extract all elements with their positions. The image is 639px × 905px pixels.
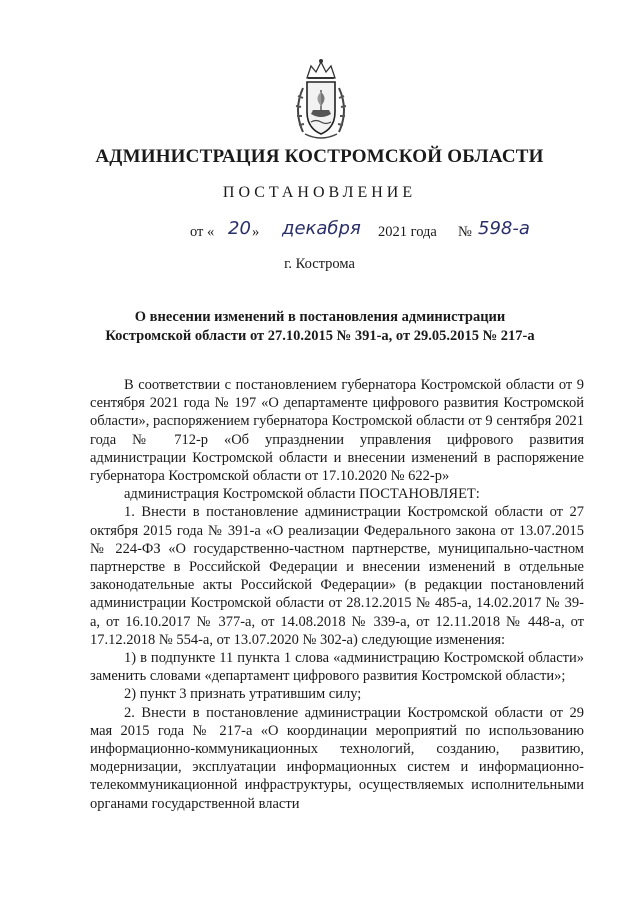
subject-line-1: О внесении изменений в постановления администрации: [134, 309, 506, 325]
document-type-title: ПОСТАНОВЛЕНИЕ: [222, 184, 417, 201]
document-subject: [60, 308, 580, 346]
item-1-2-paragraph: 2) пункт 3 признать утратившим силу;: [124, 686, 362, 703]
city-line: г. Кострома: [284, 256, 355, 272]
coat-of-arms-emblem: [291, 58, 351, 142]
item-1-paragraph: 1. Внести в постановление администрации Костромской области от 27 октября 2015 года № 391-а «О реализации Федерального закона от 13.07.2015 № 224-ФЗ «О государственно-частном партнерстве, муниципально-частном партнерстве в Российской Федерации и внесении изменений в отдельные законодательные акты Российской Федерации» (в редакции постановлений администрации Костромской области от 28.12.2015 № 485-а, 14.02.2017 № 39-а, от 16.10.2017 № 377-а, от 14.08.2018 № 339-а, от 12.11.2018 № 448-а, от 17.12.2018 № 554-а, от 13.07.2020 № 302-а) следующие изменения:: [90, 504, 584, 648]
decree-paragraph: администрация Костромской области ПОСТАНОВЛЯЕТ:: [124, 486, 480, 503]
item-1-1-paragraph: 1) в подпункте 11 пункта 1 слова «администрацию Костромской области» заменить словами «департамент цифрового развития Костромской области»;: [90, 650, 584, 685]
number-label: №: [458, 224, 472, 240]
item-2-paragraph: 2. Внести в постановление администрации Костромской области от 29 мая 2015 года № 217-а «О координации мероприятий по использованию информационно-коммуникационных технологий, созданию, развитию, модернизации, эксплуатации информационных систем и информационно-телекоммуникационной инфраструктуры, осуществляемых исполнительными органами государственной власти: [90, 704, 584, 812]
date-month-handwritten: декабря: [282, 218, 361, 239]
subject-line-2: Костромской области от 27.10.2015 № 391-а, от 29.05.2015 № 217-а: [105, 328, 535, 344]
organization-title: АДМИНИСТРАЦИЯ КОСТРОМСКОЙ ОБЛАСТИ: [95, 146, 544, 167]
date-prefix: от «: [190, 224, 215, 240]
date-day-handwritten: 20: [228, 218, 251, 239]
date-year: 2021 года: [378, 224, 437, 240]
document-number-handwritten: 598-а: [478, 218, 530, 239]
document-body: [90, 376, 584, 813]
date-number-line: [190, 216, 550, 248]
date-day-close: »: [252, 224, 260, 240]
preamble-paragraph: В соответствии с постановлением губернатора Костромской области от 9 сентября 2021 года № 197 «О департаменте цифрового развития Костромской области», распоряжением губернатора Костромской области от 9 сентября 2021 года № 712-р «Об упразднении управления цифрового развития администрации Костромской области и внесении изменений в распоряжение губернатора Костромской области от 17.10.2020 № 622-р»: [90, 377, 584, 485]
